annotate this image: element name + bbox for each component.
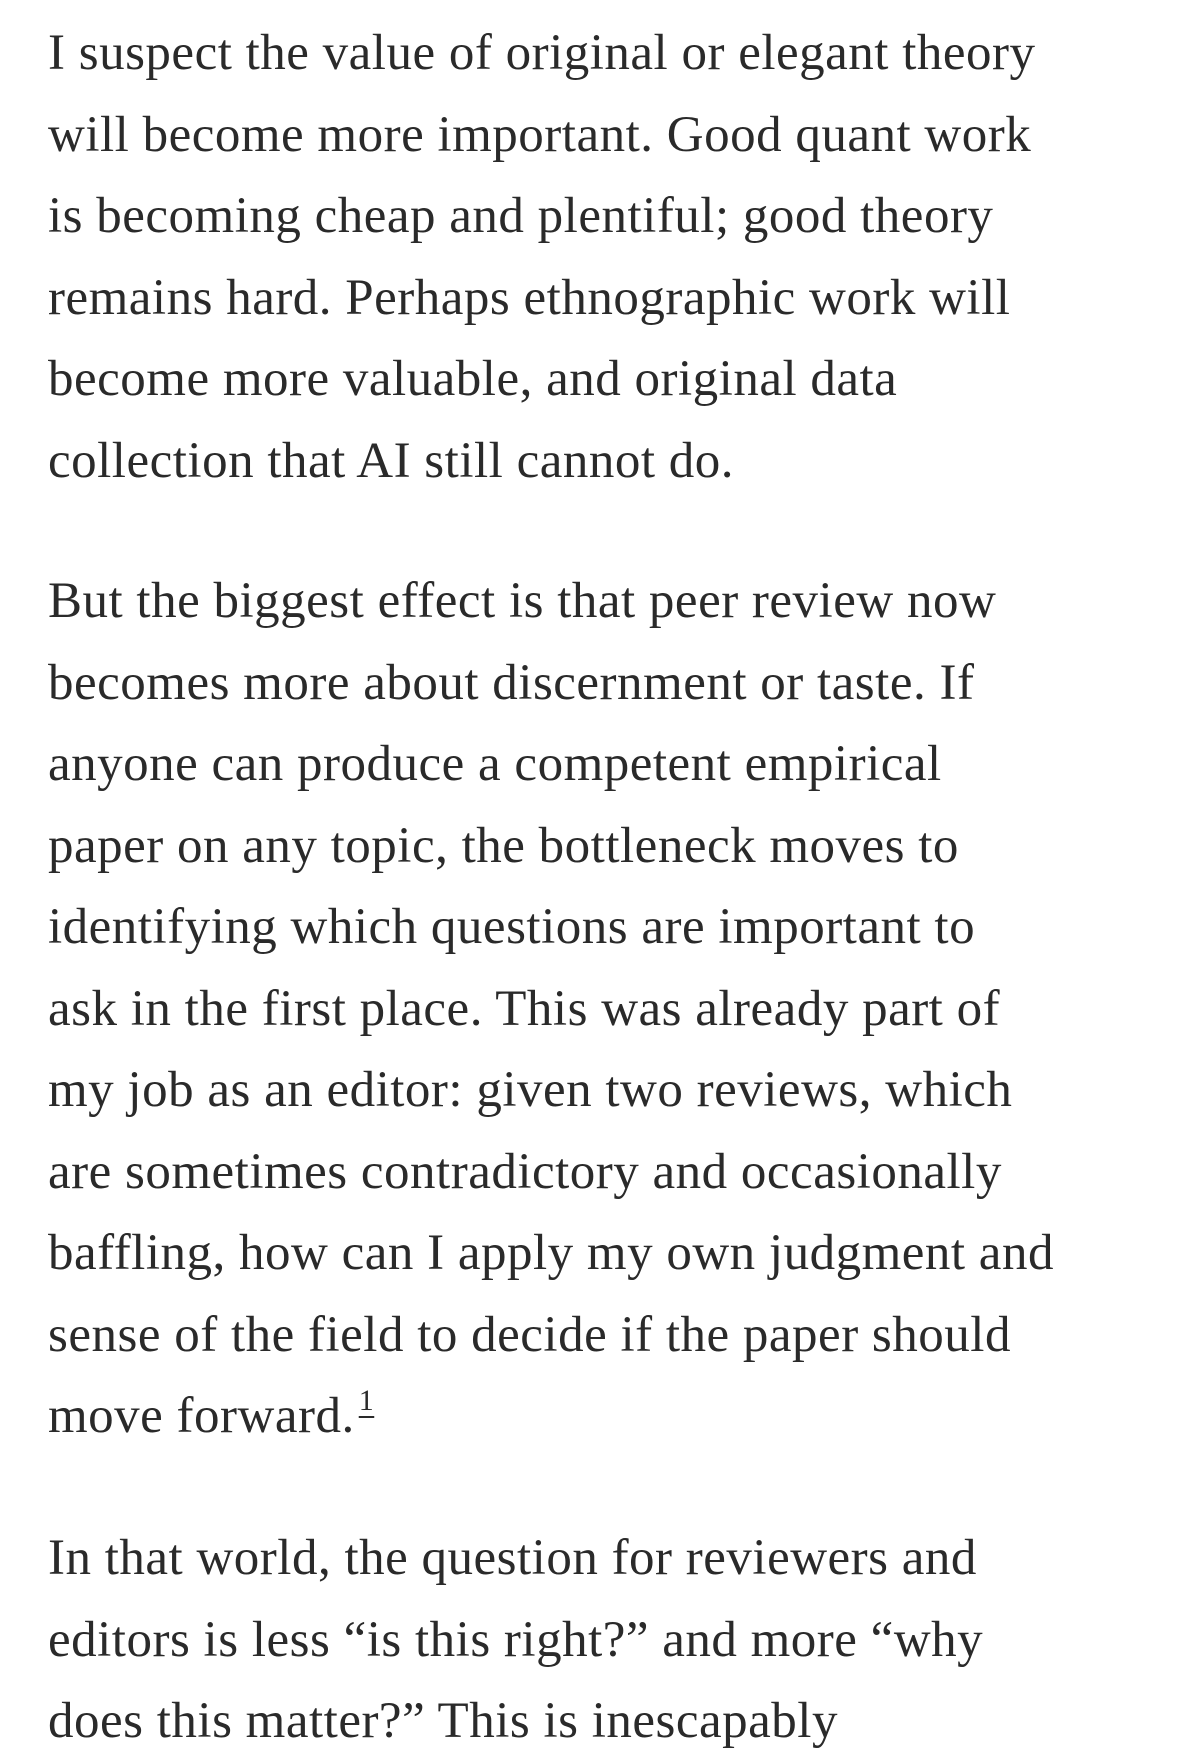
text-line-content: move forward. bbox=[48, 1388, 355, 1444]
text-line: collection that AI still cannot do. bbox=[48, 432, 735, 489]
text-line: But the biggest effect is that peer review now bbox=[48, 573, 997, 629]
text-line: is becoming cheap and plentiful; good theory bbox=[48, 188, 994, 244]
text-line: In that world, the question for reviewers and bbox=[48, 1530, 977, 1586]
text-line: are sometimes contradictory and occasionally bbox=[48, 1143, 1002, 1200]
text-line: does this matter?” This is inescapably bbox=[48, 1693, 838, 1749]
text-line: baffling, how can I apply my own judgment and bbox=[48, 1225, 1054, 1281]
text-line: sense of the field to decide if the paper should bbox=[48, 1306, 1011, 1363]
text-line: ask in the first place. This was already part of bbox=[48, 980, 1001, 1037]
text-line: identifying which questions are important to bbox=[48, 899, 976, 955]
text-line: will become more important. Good quant work bbox=[48, 106, 1032, 163]
text-line: becomes more about discernment or taste. If bbox=[48, 654, 975, 711]
text-line: anyone can produce a competent empirical bbox=[48, 736, 942, 792]
paragraph-reviewers bbox=[48, 1518, 1158, 1763]
text-line: paper on any topic, the bottleneck moves to bbox=[48, 817, 959, 874]
text-line-last bbox=[48, 1376, 1158, 1458]
text-line: my job as an editor: given two reviews, which bbox=[48, 1062, 1013, 1118]
paragraph-theory bbox=[48, 13, 1158, 502]
text-line: become more valuable, and original data bbox=[48, 351, 898, 407]
text-line: I suspect the value of original or elegant theory bbox=[48, 25, 1036, 81]
paragraph-peer-review bbox=[48, 561, 1158, 1458]
text-line: editors is less “is this right?” and more “why bbox=[48, 1611, 984, 1668]
footnote-link[interactable]: 1 bbox=[358, 1384, 375, 1417]
text-line: remains hard. Perhaps ethnographic work will bbox=[48, 269, 1011, 326]
